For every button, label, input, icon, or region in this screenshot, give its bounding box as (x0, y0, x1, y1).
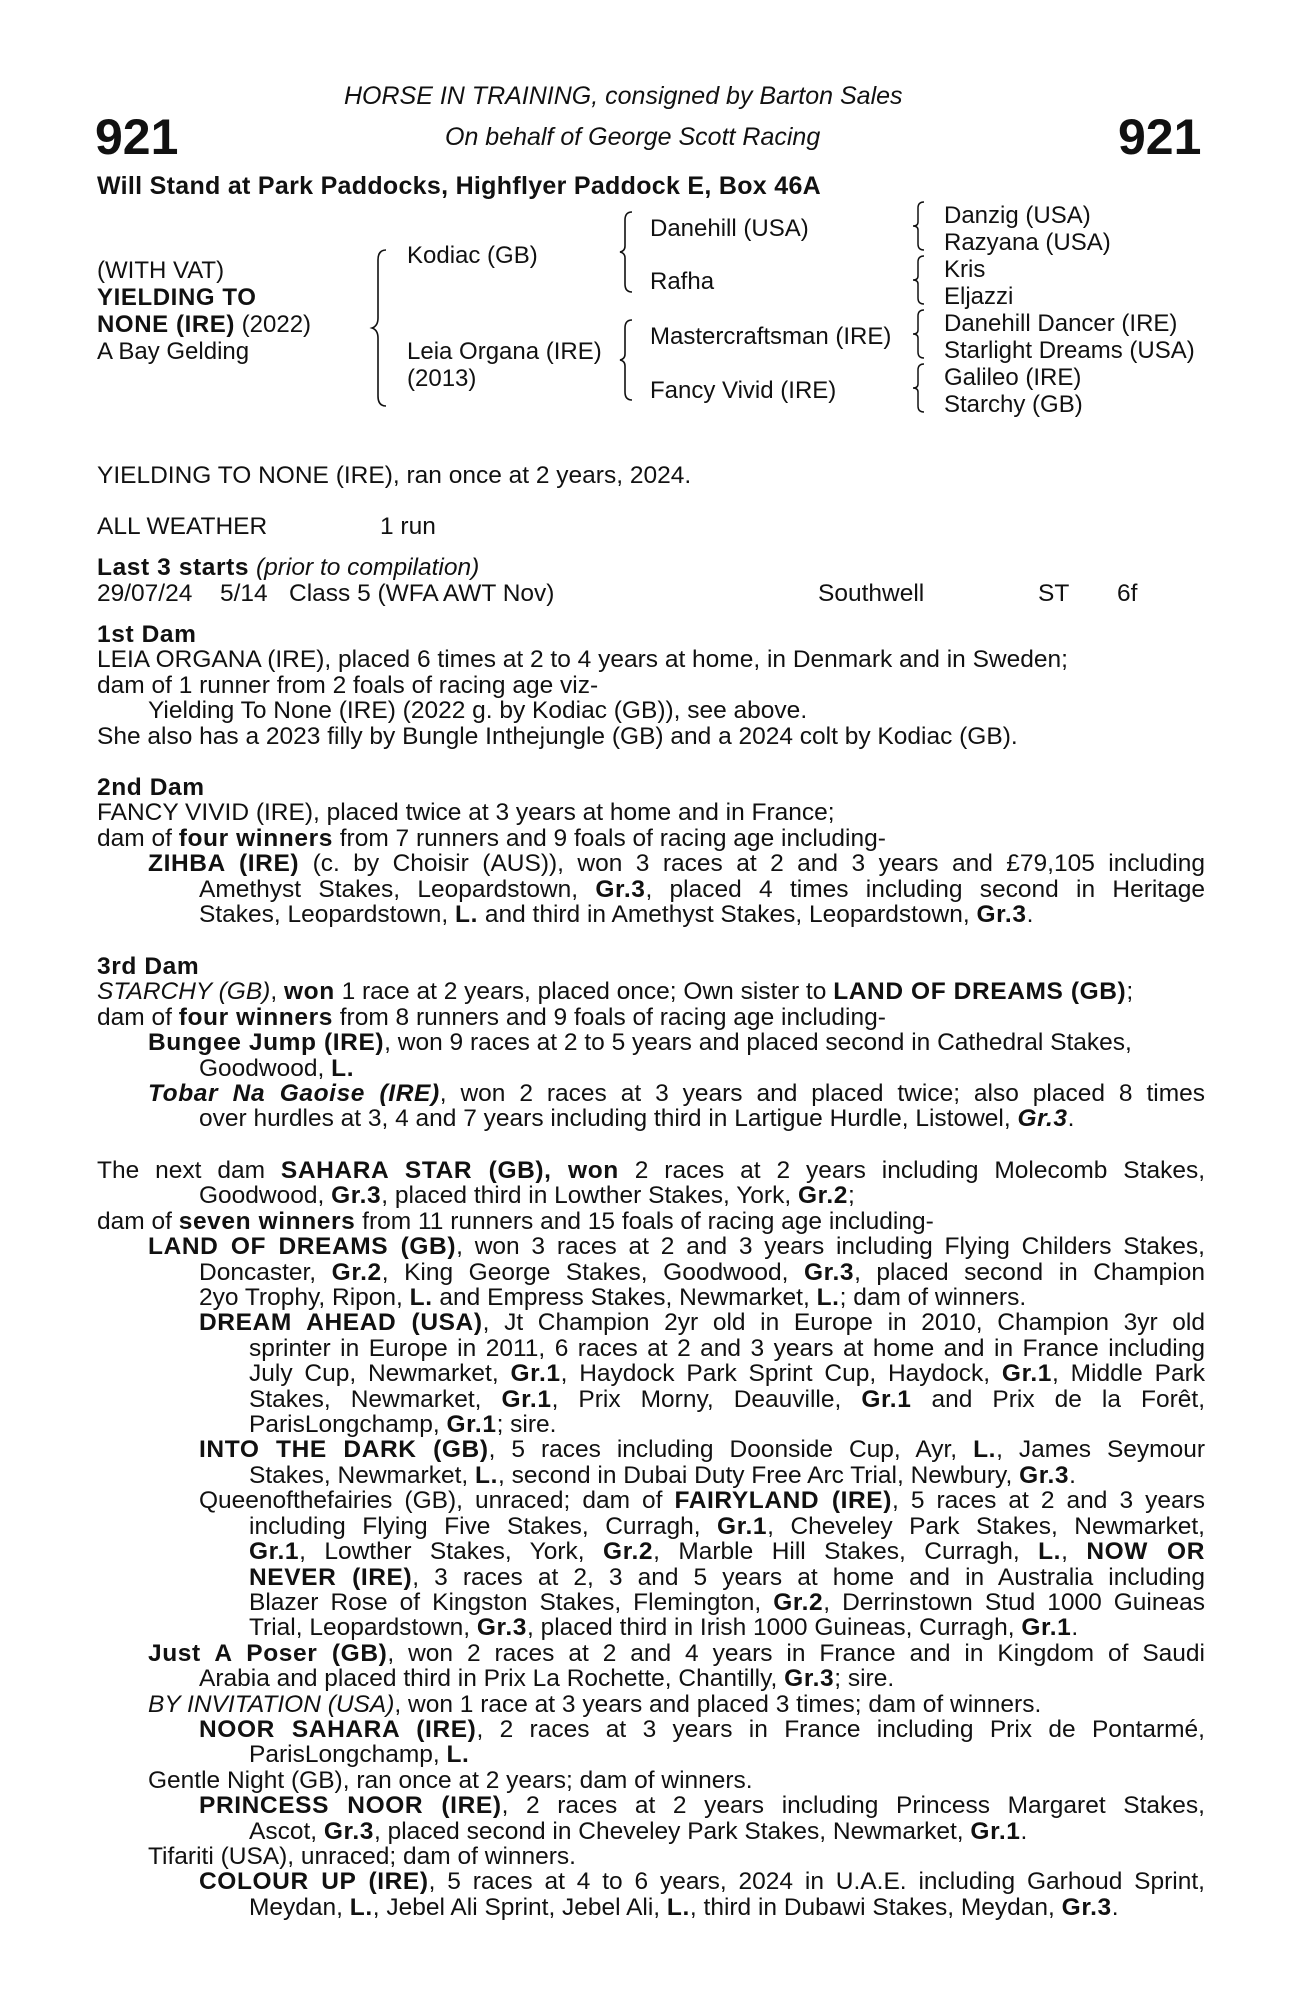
vendor-line: On behalf of George Scott Racing (445, 123, 821, 151)
text: Meydan, (249, 1893, 350, 1921)
start-race: Class 5 (WFA AWT Nov) (289, 580, 555, 607)
text: , King George Stakes, Goodwood, (381, 1258, 804, 1286)
grade: Gr.3 (1019, 1461, 1070, 1489)
first-dam-line: Yielding To None (IRE) (2022 g. by Kodiac (GB)), see above. (148, 697, 808, 725)
grade: Gr.2 (603, 1538, 654, 1566)
next-dam-line (97, 1869, 1205, 1894)
grade: Gr.2 (797, 1182, 849, 1210)
horse-name: LAND OF DREAMS (GB) (833, 978, 1127, 1006)
consignor-line: HORSE IN TRAINING, consigned by Barton Sales (344, 82, 903, 110)
next-dam-line (97, 1463, 1205, 1488)
third-dam-line (97, 979, 1205, 1004)
text: , 3 races at 2, 3 and 5 years at home and in Australia including (412, 1563, 1205, 1591)
next-dam-line (97, 1717, 1205, 1742)
text: . (1071, 1614, 1079, 1642)
second-dam-line: FANCY VIVID (IRE), placed twice at 3 years at home and in France; (97, 799, 835, 827)
horse-name: Tobar Na Gaoise (IRE) (148, 1080, 440, 1108)
grade: Gr.1 (249, 1538, 300, 1566)
brace-g1 (913, 200, 927, 252)
first-dam-line: dam of 1 runner from 2 foals of racing age viz- (97, 671, 599, 699)
text: , won 2 races at 2 and 4 years in France and in Kingdom of Saudi (387, 1639, 1205, 1667)
text: ParisLongchamp, (249, 1411, 447, 1439)
g2: Razyana (USA) (944, 229, 1111, 256)
brace-g2 (913, 254, 927, 306)
second-dam-line (97, 902, 1205, 927)
text: , 5 races at 2 and 3 years (892, 1487, 1206, 1515)
text: July Cup, Newmarket, (249, 1360, 511, 1388)
horse-name: NONE (IRE) (97, 311, 235, 338)
grade: Gr.3 (976, 901, 1027, 929)
g6: Starlight Dreams (USA) (944, 337, 1195, 364)
next-dam-line (97, 1895, 1205, 1920)
horse-name: SAHARA STAR (GB), won (280, 1157, 619, 1184)
text: 1 race at 2 years, placed once; Own sister to (334, 978, 834, 1006)
text: , Cheveley Park Stakes, Newmarket, (767, 1512, 1205, 1540)
horse-description: A Bay Gelding (97, 338, 250, 365)
brace-dam (620, 318, 636, 402)
text: , won 2 races at 3 years and placed twice; also placed 8 times (439, 1080, 1205, 1108)
text: Goodwood, (199, 1054, 332, 1082)
sire-sire: Danehill (USA) (650, 215, 809, 242)
horse-name: Just A Poser (GB) (148, 1639, 388, 1667)
winners-count: four winners (178, 824, 333, 852)
third-dam-line (97, 1005, 1205, 1030)
grade: L. (816, 1284, 840, 1312)
text: . (1020, 1817, 1028, 1845)
winners-count: four winners (178, 1003, 333, 1031)
text: , Haydock Park Sprint Cup, Haydock, (560, 1360, 1002, 1388)
grade: L. (666, 1893, 690, 1921)
grade: Gr.3 (331, 1182, 382, 1210)
grade: Gr.3 (595, 875, 646, 903)
grade: Gr.3 (804, 1258, 855, 1286)
first-dam-section (97, 622, 1205, 749)
start-course: Southwell (818, 580, 925, 607)
next-dam-line (97, 1565, 1205, 1590)
text: 2 races at 2 years including Molecomb Stakes, (618, 1157, 1206, 1184)
grade: Gr.3 (784, 1665, 835, 1693)
text: including Flying Five Stakes, Curragh, (249, 1512, 718, 1540)
text: and Prix de la Forêt, (911, 1385, 1206, 1413)
third-dam-line (97, 1106, 1205, 1131)
text: 2yo Trophy, Ripon, (199, 1284, 410, 1312)
text: Amethyst Stakes, Leopardstown, (199, 875, 596, 903)
text: . (1069, 1461, 1076, 1489)
text: over hurdles at 3, 4 and 7 years including third in Lartigue Hurdle, Listowel, (199, 1105, 1018, 1133)
next-dam-line (97, 1234, 1205, 1259)
next-dam-line (97, 1514, 1205, 1539)
next-dam-line (97, 1412, 1205, 1437)
text: , 2 races at 2 years including Princess Margaret Stakes, (501, 1792, 1205, 1820)
brace-g3 (913, 308, 927, 360)
grade: L. (973, 1436, 997, 1464)
next-dam-line (97, 1590, 1205, 1615)
next-dam-line: Gentle Night (GB), ran once at 2 years; dam of winners. (148, 1766, 753, 1794)
horse-name: NOOR SAHARA (IRE) (199, 1715, 477, 1743)
foaling-year: (2022) (235, 311, 312, 338)
last-starts-note: (prior to compilation) (249, 554, 480, 581)
next-dam-line (97, 1615, 1205, 1640)
text: , placed 4 times including second in Heritage (645, 875, 1205, 903)
grade: Gr.1 (446, 1411, 497, 1439)
second-dam-title: 2nd Dam (97, 774, 205, 801)
grade: Gr.1 (970, 1817, 1021, 1845)
next-dam-section (97, 1158, 1205, 1920)
grade: Gr.1 (1001, 1360, 1052, 1388)
next-dam-line (97, 1310, 1205, 1335)
start-distance: 6f (1117, 580, 1138, 607)
next-dam-line (97, 1742, 1205, 1767)
text: ; dam of winners. (839, 1284, 1027, 1312)
third-dam-section (97, 954, 1205, 1132)
grade: Gr.3 (476, 1614, 527, 1642)
horse-name: LAND OF DREAMS (GB) (148, 1233, 457, 1261)
text: , 2 races at 3 years in France including Prix de Pontarmé, (476, 1715, 1205, 1743)
last-starts-title: Last 3 starts (97, 554, 250, 581)
text: Stakes, Leopardstown, (199, 901, 456, 929)
grade: L. (446, 1741, 470, 1769)
horse-name: INTO THE DARK (GB) (199, 1436, 489, 1464)
grade: Gr.1 (510, 1360, 561, 1388)
text: and third in Amethyst Stakes, Leopardstown, (478, 901, 977, 929)
start-position: 5/14 (220, 580, 268, 607)
text: , third in Dubawi Stakes, Meydan, (689, 1893, 1062, 1921)
text: Stakes, Newmarket, (249, 1385, 502, 1413)
winners-count: seven winners (178, 1207, 356, 1235)
text: , (270, 978, 284, 1006)
text: dam of (97, 1207, 179, 1235)
first-dam-line: She also has a 2023 filly by Bungle Inthejungle (GB) and a 2024 colt by Kodiac (GB). (97, 722, 1018, 750)
third-dam-line (97, 1056, 1205, 1081)
next-dam-line (97, 1819, 1205, 1844)
first-dam-title: 1st Dam (97, 621, 197, 648)
next-dam-line (97, 1183, 1205, 1208)
text: Blazer Rose of Kingston Stakes, Flemington, (249, 1588, 774, 1616)
text: from 7 runners and 9 foals of racing age including- (332, 824, 886, 852)
second-dam-section (97, 775, 1205, 927)
text: , Middle Park (1052, 1360, 1206, 1388)
text: and Empress Stakes, Newmarket, (432, 1284, 817, 1312)
g5: Danehill Dancer (IRE) (944, 310, 1178, 337)
horse-name-line2 (97, 311, 311, 338)
text: , won 3 races at 2 and 3 years including Flying Childers Stakes, (456, 1233, 1205, 1261)
start-date: 29/07/24 (97, 580, 193, 607)
horse-name-line1: YIELDING TO (97, 284, 257, 311)
horse-name: DREAM AHEAD (USA) (199, 1309, 483, 1337)
text: , placed third in Lowther Stakes, York, (381, 1182, 798, 1210)
dam-sire: Mastercraftsman (IRE) (650, 323, 892, 350)
text: ; (1126, 978, 1134, 1006)
next-dam-line (97, 1488, 1205, 1513)
horse-name: COLOUR UP (IRE) (199, 1868, 429, 1896)
text: ; sire. (834, 1665, 895, 1693)
text: , placed second in Cheveley Park Stakes, Newmarket, (373, 1817, 971, 1845)
text: , James Seymour (996, 1436, 1205, 1464)
dam: Leia Organa (IRE) (407, 338, 602, 365)
grade: Gr.1 (501, 1385, 552, 1413)
horse-name: ZIHBA (IRE) (148, 850, 300, 878)
next-dam-line: Tifariti (USA), unraced; dam of winners. (148, 1842, 576, 1870)
text: dam of (97, 1003, 179, 1031)
g1: Danzig (USA) (944, 202, 1091, 229)
next-dam-line (97, 1641, 1205, 1666)
text: Doncaster, (199, 1258, 332, 1286)
last-starts-heading (97, 554, 479, 582)
horse-name: FAIRYLAND (IRE) (674, 1487, 892, 1515)
grade: L. (455, 901, 479, 929)
text: , won 1 race at 3 years and placed 3 times; dam of winners. (394, 1690, 1042, 1718)
stand-location: Will Stand at Park Paddocks, Highflyer Paddock E, Box 46A (97, 172, 822, 200)
next-dam-line (97, 1437, 1205, 1462)
text: , 5 races including Doonside Cup, Ayr, (488, 1436, 974, 1464)
text: . (1026, 901, 1034, 929)
next-dam-line (97, 1260, 1205, 1285)
text: , second in Dubai Duty Free Arc Trial, Newbury, (498, 1461, 1020, 1489)
grade: Gr.3 (1017, 1105, 1068, 1133)
text: Stakes, Newmarket, (249, 1461, 476, 1489)
text: Goodwood, (199, 1182, 332, 1210)
text: ; sire. (496, 1411, 557, 1439)
horse-name: STARCHY (GB) (97, 978, 271, 1006)
text: from 8 runners and 9 foals of racing age including- (332, 1003, 886, 1031)
horse-name: NOW OR (1086, 1538, 1205, 1566)
text: Arabia and placed third in Prix La Rochette, Chantilly, (199, 1665, 785, 1693)
g3: Kris (944, 256, 986, 283)
grade: Gr.3 (1061, 1893, 1112, 1921)
text: , Jebel Ali Sprint, Jebel Ali, (372, 1893, 667, 1921)
sire: Kodiac (GB) (407, 242, 538, 269)
surface-label: ALL WEATHER (97, 513, 268, 540)
text: sprinter in Europe in 2011, 6 races at 2 and 3 years at home and in France including (249, 1334, 1205, 1362)
horse-name: BY INVITATION (USA) (148, 1690, 395, 1718)
grade: L. (331, 1054, 355, 1082)
next-dam-line (97, 1387, 1205, 1412)
second-dam-line (97, 851, 1205, 876)
brace-g4 (913, 362, 927, 414)
grade: Gr.2 (773, 1588, 824, 1616)
lot-number-left: 921 (95, 109, 179, 165)
text: , placed second in Champion (854, 1258, 1205, 1286)
next-dam-line (97, 1692, 1205, 1717)
text: The next dam (97, 1157, 281, 1184)
g7: Galileo (IRE) (944, 364, 1082, 391)
next-dam-line (97, 1361, 1205, 1386)
dam-year: (2013) (407, 365, 477, 392)
text: , Prix Morny, Deauville, (551, 1385, 862, 1413)
surface-runs: 1 run (380, 513, 436, 540)
third-dam-title: 3rd Dam (97, 953, 200, 980)
text: , 5 races at 4 to 6 years, 2024 in U.A.E. including Garhoud Sprint, (428, 1868, 1205, 1896)
dam-dam: Fancy Vivid (IRE) (650, 377, 837, 404)
text: . (1067, 1105, 1075, 1133)
g8: Starchy (GB) (944, 391, 1083, 418)
brace-main (372, 248, 392, 408)
next-dam-line (97, 1793, 1205, 1818)
next-dam-line (97, 1158, 1205, 1183)
vat-note: (WITH VAT) (97, 257, 225, 284)
text: (c. by Choisir (AUS)), won 3 races at 2 and 3 years and £79,105 including (299, 850, 1205, 878)
text: , placed third in Irish 1000 Guineas, Curragh, (526, 1614, 1022, 1642)
first-dam-line: LEIA ORGANA (IRE), placed 6 times at 2 to 4 years at home, in Denmark and in Sweden; (97, 646, 1068, 674)
horse-name: PRINCESS NOOR (IRE) (199, 1792, 502, 1820)
third-dam-line (97, 1081, 1205, 1106)
horse-name: NEVER (IRE) (249, 1563, 413, 1591)
grade: Gr.1 (1021, 1614, 1072, 1642)
next-dam-line (97, 1285, 1205, 1310)
text: , (1061, 1538, 1087, 1566)
grade: Gr.1 (717, 1512, 768, 1540)
sire-dam: Rafha (650, 268, 715, 295)
second-dam-line (97, 826, 1205, 851)
grade: Gr.3 (323, 1817, 374, 1845)
text: , Lowther Stakes, York, (299, 1538, 604, 1566)
grade: L. (349, 1893, 373, 1921)
grade: L. (475, 1461, 498, 1489)
text: , Jt Champion 2yr old in Europe in 2010, Champion 3yr old (482, 1309, 1205, 1337)
text: Trial, Leopardstown, (249, 1614, 477, 1642)
text: . (1111, 1893, 1119, 1921)
race-summary: YIELDING TO NONE (IRE), ran once at 2 years, 2024. (97, 462, 692, 489)
text: , Marble Hill Stakes, Curragh, (653, 1538, 1039, 1566)
text: from 11 runners and 15 foals of racing age including- (355, 1207, 934, 1235)
text: Ascot, (249, 1817, 324, 1845)
grade: L. (409, 1284, 433, 1312)
text: , Derrinstown Stud 1000 Guineas (823, 1588, 1205, 1616)
next-dam-line (97, 1666, 1205, 1691)
grade: L. (1038, 1538, 1062, 1566)
next-dam-line (97, 1209, 1205, 1234)
text: ; (848, 1182, 855, 1210)
grade: Gr.2 (331, 1258, 382, 1286)
text: Queenofthefairies (GB), unraced; dam of (199, 1487, 675, 1515)
second-dam-line (97, 877, 1205, 902)
text: dam of (97, 824, 179, 852)
start-going: ST (1038, 580, 1070, 607)
text: won (283, 978, 335, 1006)
brace-sire (620, 210, 636, 294)
grade: Gr.1 (861, 1385, 912, 1413)
g4: Eljazzi (944, 283, 1014, 310)
text: ParisLongchamp, (249, 1741, 447, 1769)
next-dam-line (97, 1539, 1205, 1564)
lot-number-right: 921 (1118, 109, 1202, 165)
horse-name: Bungee Jump (IRE) (148, 1029, 385, 1057)
third-dam-line (97, 1030, 1205, 1055)
next-dam-line (97, 1336, 1205, 1361)
text: , won 9 races at 2 to 5 years and placed second in Cathedral Stakes, (384, 1029, 1132, 1057)
